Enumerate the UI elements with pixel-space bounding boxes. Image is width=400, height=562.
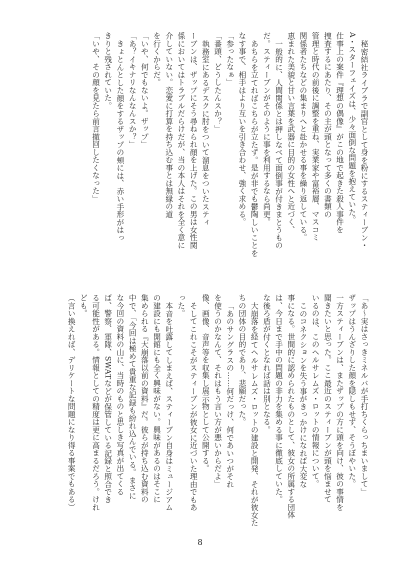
text-column: きりと残されていた。	[103, 32, 113, 110]
text-column: 「参ったなぁ」	[225, 32, 235, 87]
text-column: は、今日まで手中の問題の非力を集める事に徹底していた。	[274, 294, 284, 504]
text-column: を行くからだ。	[152, 32, 162, 87]
text-column: 恵まれた美貌と甘い言葉を武器に目的の女性へと近づく、	[286, 32, 296, 234]
page-number: 8	[197, 538, 203, 547]
text-column: 秘密結社ライブラで副官として身を粉にするスティーブン・	[360, 39, 369, 249]
text-column: 集められる『大崩落以前の資料』だ。彼らが持ち込む資料の	[140, 294, 150, 504]
text-column: 「あのサングラスの……何だっけ、何であいつがそれ	[225, 301, 235, 488]
text-column: 一般的に、人間関係とは押しなべて面倒事が付きまとうもの	[274, 39, 284, 249]
text-column: 一方スティーブンは、またザップの方に頭を向け、彼の事情を	[335, 294, 345, 511]
text-column: いるのは、このヘルサレムズ・ロットの情報について。	[311, 294, 321, 488]
text-column: 聞きたいと思った。ここ最近のスティーブンが頭を悩ませて	[323, 294, 333, 504]
text-column: ちの団体の目的であり、悲願だった。	[237, 294, 247, 426]
text-column: だ。スティーブンがそのように事を利用するなら尚更。	[262, 32, 272, 226]
text-column: ば、警察、軍隊、SWATなどが保管している記録と照合でき	[103, 294, 113, 504]
text-column: ーブンは、ザップにそう尋ねられ顔を上げた。この男は女性関	[189, 32, 199, 249]
text-column: 係においてはトラブルだらけだが、当の本人はそれを全く意に	[176, 32, 186, 249]
text-column: った。	[176, 294, 186, 318]
text-column: 中で、「今回は極めて貴重な記録も紛れ込んでいる。まさに	[128, 294, 138, 500]
text-column: 捜査するにあたり、その主が頭となって多くの書類の	[323, 32, 333, 218]
text-column: なす事で、相手はより互いを引き合わせ、強く求める。	[237, 32, 247, 226]
text-column: 本音を吐露してしまえば、スティーブン自身はミュージアム	[164, 301, 174, 511]
text-column: 像、画像、音声等を収集し展示物として公開する。	[201, 294, 211, 473]
text-column: 「いや、その顔を見たら前言撤回したくなった」	[91, 32, 101, 203]
text-column: 大崩落を経てヘルサレムズ・ロットの建設と開発、それが彼女た	[250, 301, 260, 527]
text-column: あちらを立てればこちらが立たず。是が非でも鬱陶しいことを	[250, 39, 260, 257]
text-block-bottom	[25, 294, 370, 530]
text-column: ども。	[79, 294, 89, 318]
text-column: な今回の資料の山に、当時のものと思しき写真が出てくる	[115, 294, 125, 496]
text-column: る可能性がある。情報としての精度は更に高まるだろう。けれ	[91, 294, 101, 511]
text-column: 「あ〜実はさっきミネルバが手打ちくらっちまいまして」	[360, 294, 369, 496]
text-column: 管理と時代の前後に調整を重ね、実業家や富裕層、マスコミ	[311, 32, 321, 242]
text-column: （言い換えれば、デリケートな問題になり得る事案でもある）	[67, 294, 77, 511]
text-column: 関係者たちなどの集まりへと赴かせる事を繰り返している。	[298, 32, 308, 242]
text-column: 執務室にあるデスクに肘をついて溜息をついたスティ	[201, 39, 211, 226]
text-column: 「番頭、どうしたんスか？」	[213, 32, 223, 133]
text-column: そしてこれこそがスティーブンが彼女に近づいた理由でもあ	[189, 301, 199, 511]
text-column: A・スターフェイズは、少々面倒な問題を抱えていた。	[347, 32, 357, 224]
text-column: の建設にも開館にも全く興味がない。興味があるのはそこに	[152, 294, 162, 504]
text-column: 「いや、何でもないよ。ザップ」	[140, 32, 150, 149]
text-column: このコネクションを失う事がきっかけになれば大変な	[298, 301, 308, 488]
text-column: 介していない。恋愛に打算を持ち込む事とは無縁の道	[164, 32, 174, 218]
text-column: きょとんとした顔をするザップの頬には、赤い手形がはっ	[115, 39, 125, 242]
text-column: な後ろ盾が付くとなれば話は別となる。	[262, 294, 272, 434]
text-column: 「あ？イキナリなんなんスか？」	[128, 32, 138, 149]
text-column: 仕事上の案件『理想の偶像』がこの地で起きた殺人事件を	[335, 32, 345, 234]
text-column: ザップはうんざりした顔を隠しもせず、そうぼやいた。	[347, 294, 357, 488]
text-column: 事になる。世間的に認められたものとして、彼女の所属する団体	[286, 294, 296, 519]
text-column: を使うのかなんて、それはもう言い方が悪いからだよ」	[213, 294, 223, 488]
text-block-top	[25, 32, 370, 268]
